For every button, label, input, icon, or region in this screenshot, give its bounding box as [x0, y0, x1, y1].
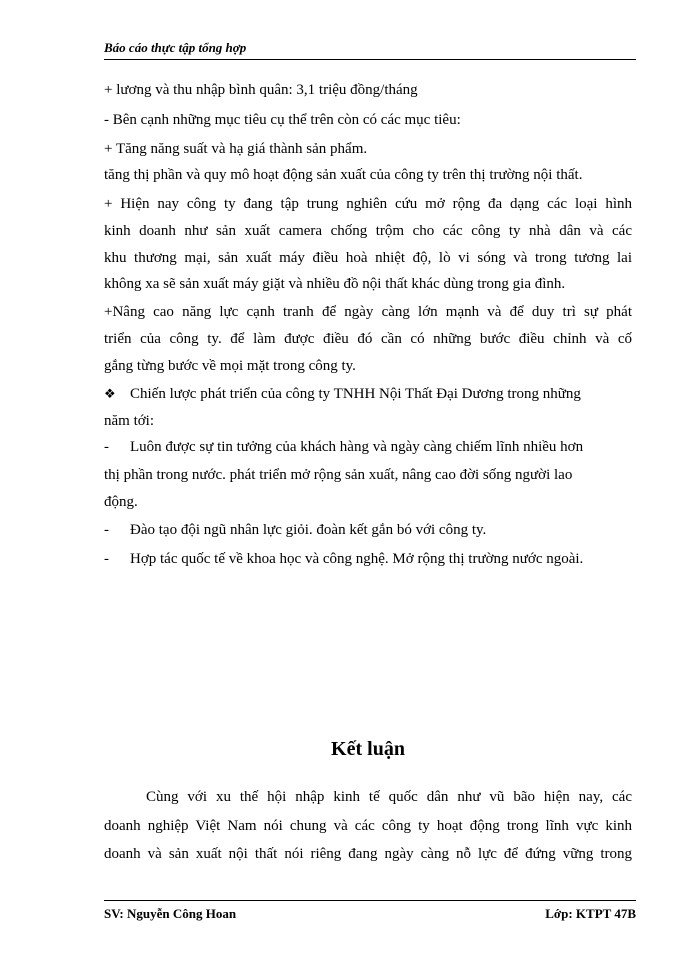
dash-bullet: -	[104, 551, 109, 567]
body-line-6: kinh doanh như sản xuất camera chống trộm cho các công ty nhà dân và các	[104, 223, 632, 239]
conclusion-line-3: doanh và sản xuất nội thất nói riêng đang ngày càng nỗ lực để đứng vững trong	[104, 846, 632, 862]
dash-bullet: -	[104, 439, 109, 455]
footer-class: Lớp: KTPT 47B	[545, 906, 636, 921]
header-title: Báo cáo thực tập tổng hợp	[104, 40, 247, 55]
body-line-3: + Tăng năng suất và hạ giá thành sản phẩm.	[104, 141, 368, 157]
body-line-9: +Nâng cao năng lực cạnh tranh để ngày càng lớn mạnh và để duy trì sự phát	[104, 304, 632, 320]
conclusion-line-2: doanh nghiệp Việt Nam nói chung và các công ty hoạt động trong lĩnh vực kinh	[104, 818, 632, 834]
body-line-8: không xa sẽ sản xuất máy giặt và nhiều đồ nội thất khác dùng trong gia đình.	[104, 276, 566, 292]
strategy-item-2	[104, 520, 632, 540]
body-line-4: tăng thị phần và quy mô hoạt động sản xuất của công ty trên thị trường nội thất.	[104, 167, 583, 183]
strategy-line-1: Chiến lược phát triển của công ty TNHH Nội Thất Đại Dương trong những	[130, 386, 581, 402]
page-header	[104, 40, 636, 60]
strategy-item-3-line-1: Hợp tác quốc tế về khoa học và công nghệ. Mở rộng thị trường nước ngoài.	[130, 551, 584, 567]
strategy-item-1-line-3: động.	[104, 494, 138, 510]
body-line-10: triển của công ty. để làm được điều đó cần có những bước điều chỉnh và cố	[104, 331, 632, 347]
body-line-11: gắng từng bước về mọi mặt trong công ty.	[104, 358, 356, 374]
strategy-item-2-line-1: Đào tạo đội ngũ nhân lực giỏi. đoàn kết gắn bó với công ty.	[130, 522, 487, 538]
strategy-item-1	[104, 437, 632, 457]
body-line-7: khu thương mại, sản xuất máy điều hoà nhiệt độ, lò vi sóng và trong tương lai	[104, 250, 632, 266]
strategy-line-2: năm tới:	[104, 413, 155, 429]
body-line-1: + lương và thu nhập bình quân: 3,1 triệu đồng/tháng	[104, 82, 418, 98]
footer-student: SV: Nguyễn Công Hoan	[104, 906, 237, 921]
dash-bullet: -	[104, 522, 109, 538]
body-line-2: - Bên cạnh những mục tiêu cụ thể trên còn có các mục tiêu:	[104, 112, 461, 128]
strategy-item-1-line-1: Luôn được sự tin tưởng của khách hàng và ngày càng chiếm lĩnh nhiều hơn	[130, 439, 584, 455]
strategy-item-3	[104, 549, 632, 569]
strategy-item-1-line-2: thị phần trong nước. phát triển mở rộng sản xuất, nâng cao đời sống người lao	[104, 467, 573, 483]
strategy-heading	[104, 384, 632, 404]
conclusion-title: Kết luận	[331, 738, 405, 760]
conclusion-line-1: Cùng với xu thế hội nhập kinh tế quốc dân như vũ bão hiện nay, các	[146, 789, 632, 805]
body-line-5: + Hiện nay công ty đang tập trung nghiên cứu mở rộng đa dạng các loại hình	[104, 196, 632, 212]
diamond-bullet-icon: ❖	[104, 386, 116, 401]
page-footer	[104, 900, 636, 921]
